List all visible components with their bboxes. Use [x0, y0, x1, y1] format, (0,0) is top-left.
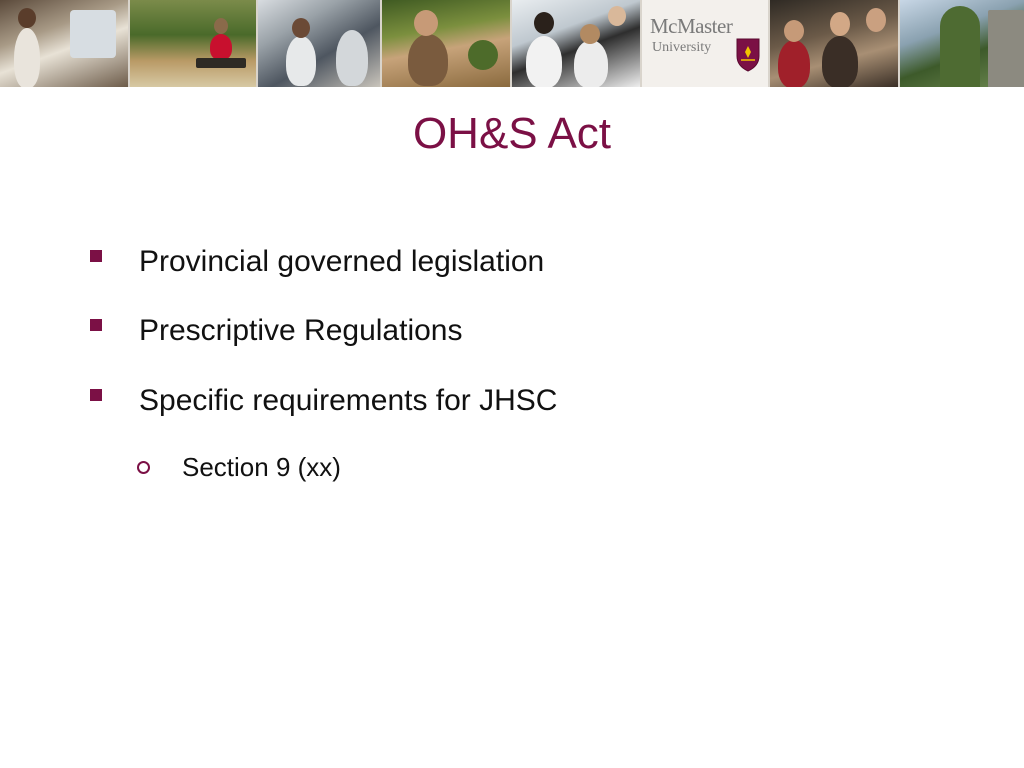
- bullet-item: [90, 311, 462, 351]
- bullet-item: [90, 381, 557, 421]
- slide-title: OH&S Act: [412, 109, 612, 158]
- circle-bullet-icon: [137, 461, 150, 474]
- square-bullet-icon: [90, 389, 102, 401]
- bullet-text: Provincial governed legislation: [139, 245, 545, 278]
- sub-bullet-item: [137, 450, 341, 484]
- bullet-text: Specific requirements for JHSC: [139, 384, 558, 417]
- bullet-text: Prescriptive Regulations: [139, 314, 463, 347]
- square-bullet-icon: [90, 250, 102, 262]
- square-bullet-icon: [90, 319, 102, 331]
- logo-sub: University: [652, 40, 712, 55]
- bullet-item: [90, 242, 544, 282]
- logo-name: McMaster: [650, 14, 733, 38]
- sub-bullet-text: Section 9 (xx): [182, 451, 341, 482]
